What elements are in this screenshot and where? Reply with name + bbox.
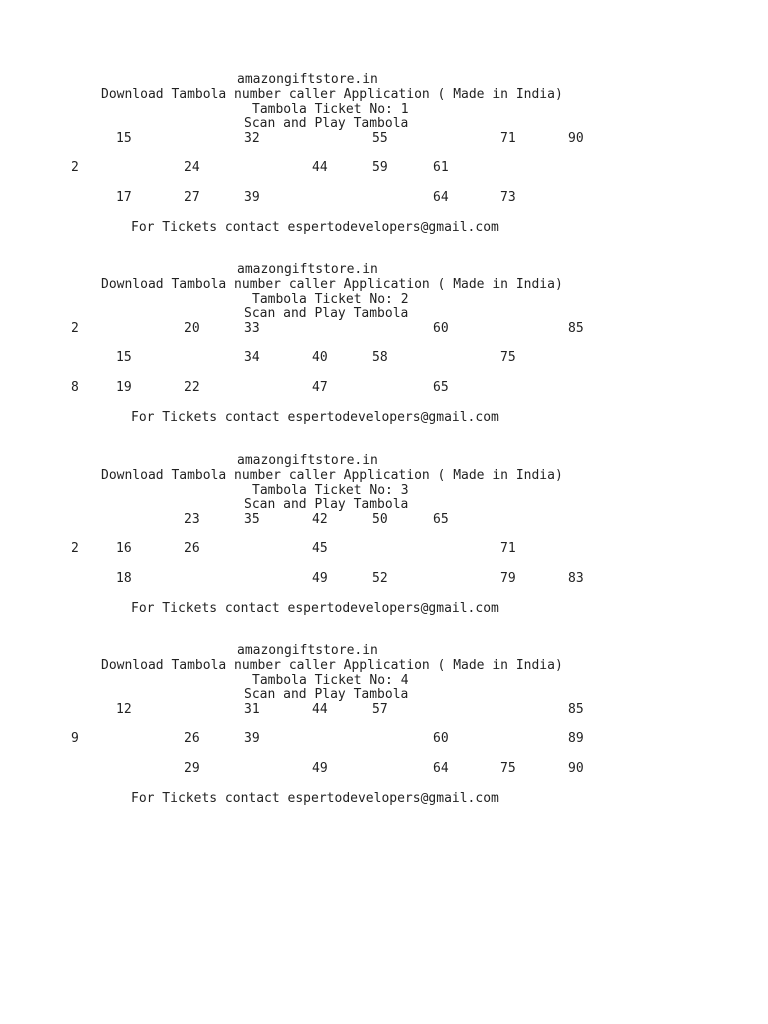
ticket-number-cell: 83	[568, 571, 584, 586]
ticket-row	[0, 761, 768, 776]
ticket-number-cell: 22	[184, 380, 200, 395]
contact-line: For Tickets contact espertodevelopers@gmail.com	[131, 220, 499, 235]
ticket-number-cell: 2	[71, 321, 79, 336]
contact-line: For Tickets contact espertodevelopers@gmail.com	[131, 601, 499, 616]
ticket-row	[0, 380, 768, 395]
ticket-number-cell: 15	[116, 350, 132, 365]
ticket-number-cell: 75	[500, 761, 516, 776]
ticket-number-cell: 18	[116, 571, 132, 586]
ticket-number-cell: 75	[500, 350, 516, 365]
ticket-number: Tambola Ticket No: 3	[252, 483, 409, 498]
app-promo-line: Download Tambola number caller Application ( Made in India)	[101, 468, 563, 483]
ticket-number-cell: 55	[372, 131, 388, 146]
ticket-number-cell: 49	[312, 761, 328, 776]
ticket-number-cell: 34	[244, 350, 260, 365]
scan-line: Scan and Play Tambola	[244, 306, 409, 321]
ticket-number-cell: 29	[184, 761, 200, 776]
contact-line: For Tickets contact espertodevelopers@gmail.com	[131, 791, 499, 806]
ticket-number-cell: 31	[244, 702, 260, 717]
ticket-number-cell: 33	[244, 321, 260, 336]
ticket-number-cell: 71	[500, 131, 516, 146]
ticket-number-cell: 9	[71, 731, 79, 746]
ticket-number: Tambola Ticket No: 1	[252, 102, 409, 117]
ticket-number-cell: 60	[433, 321, 449, 336]
ticket-row	[0, 702, 768, 717]
ticket-number-cell: 60	[433, 731, 449, 746]
ticket-number: Tambola Ticket No: 2	[252, 292, 409, 307]
ticket-number-cell: 71	[500, 541, 516, 556]
tambola-ticket-3	[0, 453, 768, 623]
ticket-number-cell: 85	[568, 702, 584, 717]
ticket-number-cell: 27	[184, 190, 200, 205]
ticket-number-cell: 52	[372, 571, 388, 586]
ticket-number-cell: 73	[500, 190, 516, 205]
ticket-number-cell: 26	[184, 541, 200, 556]
ticket-number-cell: 64	[433, 190, 449, 205]
ticket-number-cell: 24	[184, 160, 200, 175]
ticket-row	[0, 512, 768, 527]
ticket-row	[0, 731, 768, 746]
ticket-number-cell: 23	[184, 512, 200, 527]
ticket-number-cell: 49	[312, 571, 328, 586]
ticket-row	[0, 160, 768, 175]
tambola-ticket-4	[0, 643, 768, 813]
ticket-number-cell: 90	[568, 761, 584, 776]
ticket-number-cell: 64	[433, 761, 449, 776]
ticket-number-cell: 65	[433, 512, 449, 527]
site-name: amazongiftstore.in	[237, 453, 378, 468]
ticket-number-cell: 61	[433, 160, 449, 175]
scan-line: Scan and Play Tambola	[244, 116, 409, 131]
ticket-number-cell: 19	[116, 380, 132, 395]
ticket-number-cell: 57	[372, 702, 388, 717]
ticket-number-cell: 45	[312, 541, 328, 556]
scan-line: Scan and Play Tambola	[244, 497, 409, 512]
ticket-number-cell: 26	[184, 731, 200, 746]
app-promo-line: Download Tambola number caller Application ( Made in India)	[101, 87, 563, 102]
ticket-number-cell: 16	[116, 541, 132, 556]
ticket-number-cell: 32	[244, 131, 260, 146]
ticket-number-cell: 79	[500, 571, 516, 586]
tambola-ticket-1	[0, 72, 768, 242]
ticket-number-cell: 50	[372, 512, 388, 527]
ticket-number-cell: 85	[568, 321, 584, 336]
ticket-number-cell: 35	[244, 512, 260, 527]
ticket-number-cell: 40	[312, 350, 328, 365]
site-name: amazongiftstore.in	[237, 262, 378, 277]
ticket-number-cell: 59	[372, 160, 388, 175]
ticket-number-cell: 39	[244, 731, 260, 746]
site-name: amazongiftstore.in	[237, 643, 378, 658]
ticket-number-cell: 17	[116, 190, 132, 205]
scan-line: Scan and Play Tambola	[244, 687, 409, 702]
ticket-row	[0, 321, 768, 336]
ticket-row	[0, 350, 768, 365]
app-promo-line: Download Tambola number caller Application ( Made in India)	[101, 277, 563, 292]
ticket-row	[0, 131, 768, 146]
ticket-number-cell: 90	[568, 131, 584, 146]
ticket-number-cell: 44	[312, 702, 328, 717]
ticket-number-cell: 44	[312, 160, 328, 175]
tambola-ticket-2	[0, 262, 768, 432]
ticket-number-cell: 15	[116, 131, 132, 146]
ticket-number-cell: 2	[71, 541, 79, 556]
ticket-row	[0, 571, 768, 586]
app-promo-line: Download Tambola number caller Application ( Made in India)	[101, 658, 563, 673]
ticket-row	[0, 190, 768, 205]
ticket-row	[0, 541, 768, 556]
ticket-number-cell: 2	[71, 160, 79, 175]
ticket-number-cell: 20	[184, 321, 200, 336]
ticket-number-cell: 58	[372, 350, 388, 365]
ticket-number-cell: 8	[71, 380, 79, 395]
ticket-number-cell: 65	[433, 380, 449, 395]
ticket-number-cell: 89	[568, 731, 584, 746]
contact-line: For Tickets contact espertodevelopers@gmail.com	[131, 410, 499, 425]
ticket-number: Tambola Ticket No: 4	[252, 673, 409, 688]
ticket-number-cell: 39	[244, 190, 260, 205]
site-name: amazongiftstore.in	[237, 72, 378, 87]
ticket-number-cell: 12	[116, 702, 132, 717]
ticket-number-cell: 47	[312, 380, 328, 395]
ticket-number-cell: 42	[312, 512, 328, 527]
